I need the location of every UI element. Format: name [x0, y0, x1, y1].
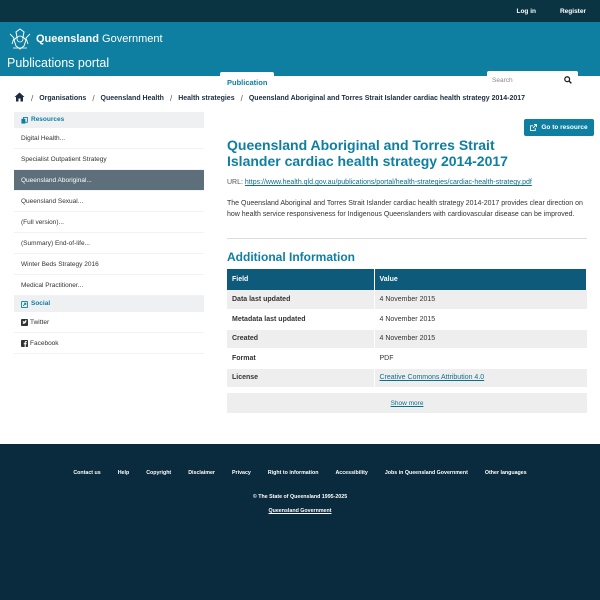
resources-heading: Resources	[14, 112, 204, 128]
nav-gazettes[interactable]: Gazettes	[399, 78, 431, 87]
table-cell-value: PDF	[374, 349, 587, 369]
main-navigation	[220, 72, 482, 94]
table-cell-value: 4 November 2015	[374, 329, 587, 349]
sidebar-resource-item[interactable]: (Summary) End-of-life...	[14, 233, 204, 254]
go-to-resource-button[interactable]: Go to resource	[524, 119, 594, 136]
nav-organisations[interactable]: Organisations	[334, 78, 385, 87]
facebook-icon	[21, 340, 28, 347]
footer-link-copyright[interactable]: Copyright	[146, 470, 172, 476]
register-link[interactable]: Register	[559, 7, 586, 15]
footer-qg-link[interactable]: Queensland Government	[268, 508, 332, 514]
resource-url-link[interactable]: https://www.health.qld.gov.au/publications/portal/health-strategies/cardiac-health-strategy.pdf	[244, 179, 532, 186]
top-utility-bar	[0, 0, 600, 22]
breadcrumb-current[interactable]: Queensland Aboriginal and Torres Strait Islander cardiac health strategy 2014-2017	[248, 94, 526, 102]
footer-link-accessibility[interactable]: Accessibility	[335, 470, 368, 476]
home-icon	[14, 92, 25, 102]
table-row	[227, 290, 587, 310]
nav-publication[interactable]: Publication	[220, 72, 274, 94]
footer-links	[0, 470, 600, 476]
show-more-bar	[227, 393, 587, 413]
twitter-icon	[21, 319, 28, 326]
sidebar-social-facebook[interactable]: Facebook	[14, 333, 204, 354]
breadcrumb-home[interactable]	[14, 92, 25, 104]
additional-info-table	[227, 269, 587, 388]
footer-link-disclaimer[interactable]: Disclaimer	[188, 470, 215, 476]
qld-gov-logo[interactable]	[7, 28, 163, 50]
social-heading: Social	[14, 296, 204, 312]
table-row	[227, 310, 587, 330]
breadcrumb-separator: /	[240, 93, 243, 103]
table-row	[227, 349, 587, 369]
page-title: Queensland Aboriginal and Torres Strait Islander cardiac health strategy 2014-2017	[227, 137, 508, 169]
footer-link-privacy[interactable]: Privacy	[232, 470, 251, 476]
breadcrumb-health-strategies[interactable]: Health strategies	[178, 94, 235, 102]
breadcrumb-queensland-health[interactable]: Queensland Health	[100, 94, 164, 102]
footer-link-help[interactable]: Help	[117, 470, 130, 476]
url-label: URL:	[227, 179, 243, 186]
login-link[interactable]: Log in	[516, 7, 536, 15]
additional-info-heading: Additional Information	[227, 250, 355, 264]
show-more-link[interactable]: Show more	[390, 400, 424, 407]
license-link[interactable]: Creative Commons Attribution 4.0	[379, 374, 485, 382]
search-button[interactable]	[559, 71, 577, 89]
external-link-icon	[530, 124, 537, 131]
breadcrumb-organisations[interactable]: Organisations	[39, 94, 87, 102]
table-cell-field: Created	[227, 329, 374, 349]
table-row	[227, 329, 587, 349]
table-cell-value	[374, 368, 587, 388]
nav-standards[interactable]: Standards	[282, 78, 320, 87]
sidebar-resource-item[interactable]: Winter Beds Strategy 2016	[14, 254, 204, 275]
divider	[227, 238, 587, 239]
footer-link-rti[interactable]: Right to information	[267, 470, 319, 476]
sidebar-resource-item[interactable]: Specialist Outpatient Strategy	[14, 149, 204, 170]
sidebar	[14, 112, 204, 354]
footer	[0, 444, 600, 600]
sidebar-social-twitter[interactable]: Twitter	[14, 312, 204, 333]
coat-of-arms-icon	[7, 28, 33, 50]
sidebar-resource-item[interactable]: Medical Practitioner...	[14, 275, 204, 296]
breadcrumb-separator: /	[92, 93, 95, 103]
footer-link-jobs[interactable]: Jobs in Queensland Government	[384, 470, 468, 476]
table-cell-field: Metadata last updated	[227, 310, 374, 330]
table-cell-field: Data last updated	[227, 290, 374, 310]
copy-icon	[21, 117, 28, 124]
table-cell-field: Format	[227, 349, 374, 369]
search-icon	[564, 76, 572, 84]
sidebar-resource-item[interactable]: Digital Health...	[14, 128, 204, 149]
masthead	[0, 22, 600, 87]
breadcrumb-separator: /	[169, 93, 173, 103]
share-icon	[21, 301, 28, 308]
footer-link-contact[interactable]: Contact us	[73, 470, 101, 476]
table-row	[227, 368, 587, 388]
resource-description: The Queensland Aboriginal and Torres Strait Islander cardiac health strategy 2014-2017 provides clear direction on how health service responsiveness for Indigenous Queenslanders with cardiovascular disease can be improved.	[227, 200, 583, 218]
breadcrumb-separator: /	[31, 93, 34, 103]
search-form	[487, 71, 578, 89]
table-header-field: Field	[227, 269, 374, 290]
table-header-value: Value	[374, 269, 587, 290]
nav-contact[interactable]: Contact	[445, 78, 474, 87]
footer-link-languages[interactable]: Other languages	[484, 470, 527, 476]
sidebar-resource-item[interactable]: (Full version)...	[14, 212, 204, 233]
table-cell-field: License	[227, 368, 374, 388]
copyright-text: © The State of Queensland 1995-2025	[252, 494, 348, 500]
search-input[interactable]	[487, 77, 559, 84]
sidebar-resource-item[interactable]: Queensland Sexual...	[14, 191, 204, 212]
resource-url-line	[227, 179, 532, 186]
sidebar-resource-item-active[interactable]: Queensland Aboriginal...	[14, 170, 204, 191]
table-cell-value: 4 November 2015	[374, 290, 587, 310]
portal-title[interactable]: Publications portal	[7, 56, 110, 70]
breadcrumb	[14, 92, 525, 104]
brand-name: Queensland Government	[36, 33, 163, 45]
table-cell-value: 4 November 2015	[374, 310, 587, 330]
